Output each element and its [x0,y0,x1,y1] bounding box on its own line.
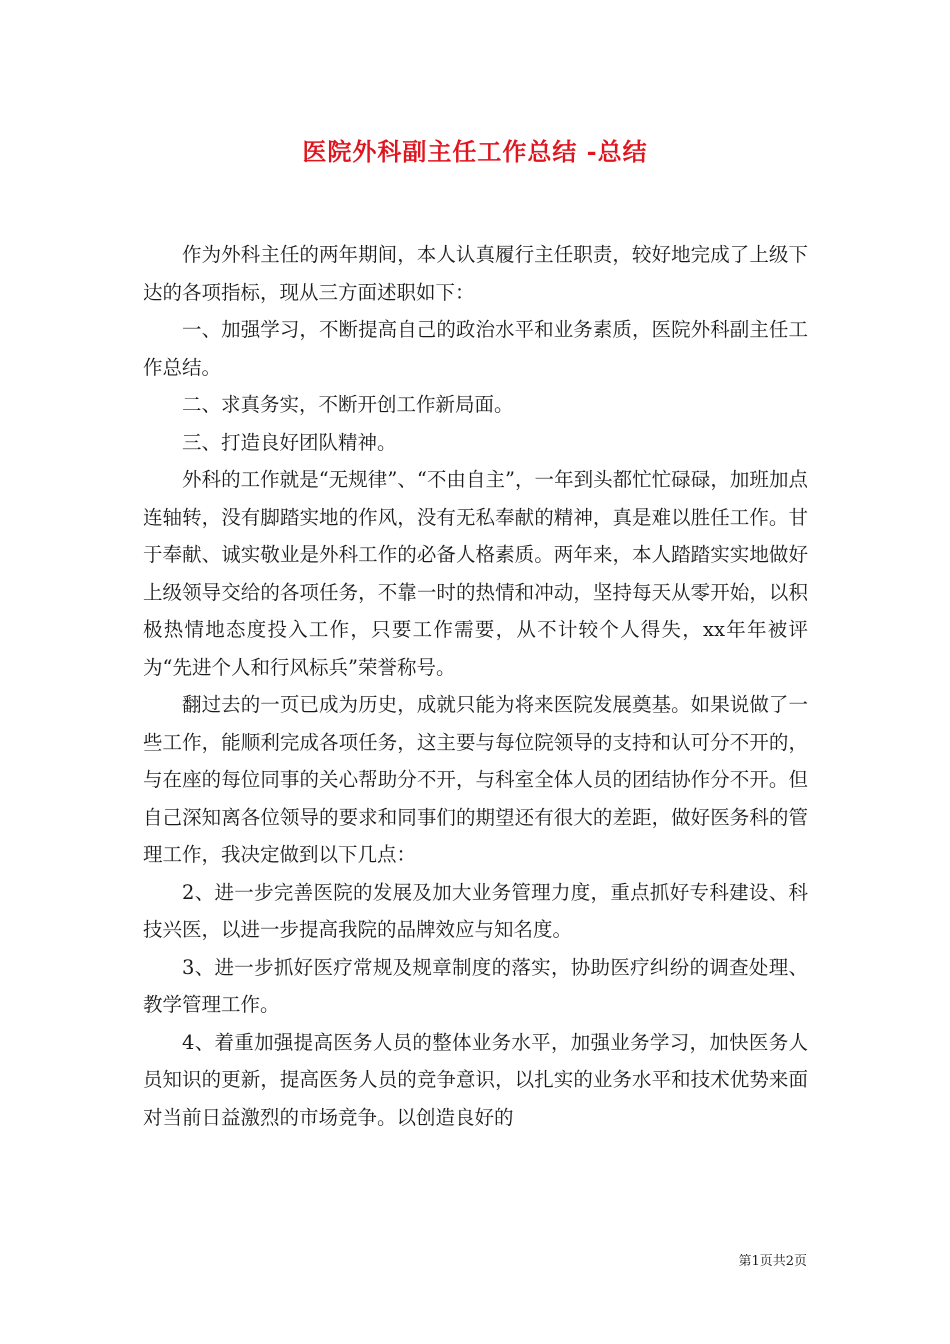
document-title: 医院外科副主任工作总结 -总结 [302,137,648,166]
paragraph-surgery-work: 外科的工作就是“无规律”、“不由自主”，一年到头都忙忙碌碌，加班加点连轴转，没有脚踏实地的作风，没有无私奉献的精神，真是难以胜任工作。甘于奉献、诚实敬业是外科工作的必备人格素质。两年来，本人踏踏实实地做好上级领导交给的各项任务，不靠一时的热情和冲动，坚持每天从零开始，以积极热情地态度投入工作，只要工作需要，从不计较个人得失，xx年年被评为“先进个人和行风标兵”荣誉称号。 [143,468,808,679]
paragraph-point-1: 一、加强学习，不断提高自己的政治水平和业务素质，医院外科副主任工作总结。 [143,318,808,379]
paragraph-point-2: 二、求真务实，不断开创工作新局面。 [182,393,514,416]
paragraph-plan-4: 4、着重加强提高医务人员的整体业务水平，加强业务学习，加快医务人员知识的更新，提高医务人员的竞争意识，以扎实的业务水平和技术优势来面对当前日益激烈的市场竞争。以创造良好的 [143,1030,808,1129]
paragraph-point-3: 三、打造良好团队精神。 [182,430,397,454]
paragraph-intro: 作为外科主任的两年期间，本人认真履行主任职责，较好地完成了上级下达的各项指标，现从三方面述职如下： [143,243,808,304]
paragraph-plan-3: 3、进一步抓好医疗常规及规章制度的落实，协助医疗纠纷的调查处理、教学管理工作。 [143,955,808,1016]
paragraph-history: 翻过去的一页已成为历史，成就只能为将来医院发展奠基。如果说做了一些工作，能顺利完成各项任务，这主要与每位院领导的支持和认可分不开的，与在座的每位同事的关心帮助分不开，与科室全体人员的团结协作分不开。但自己深知离各位领导的要求和同事们的期望还有很大的差距，做好医务科的管理工作，我决定做到以下几点： [143,693,808,866]
page-number: 第1页共2页 [738,1254,807,1269]
document-body [143,236,808,1136]
paragraph-plan-2: 2、进一步完善医院的发展及加大业务管理力度，重点抓好专科建设、科技兴医，以进一步提高我院的品牌效应与知名度。 [143,880,808,941]
